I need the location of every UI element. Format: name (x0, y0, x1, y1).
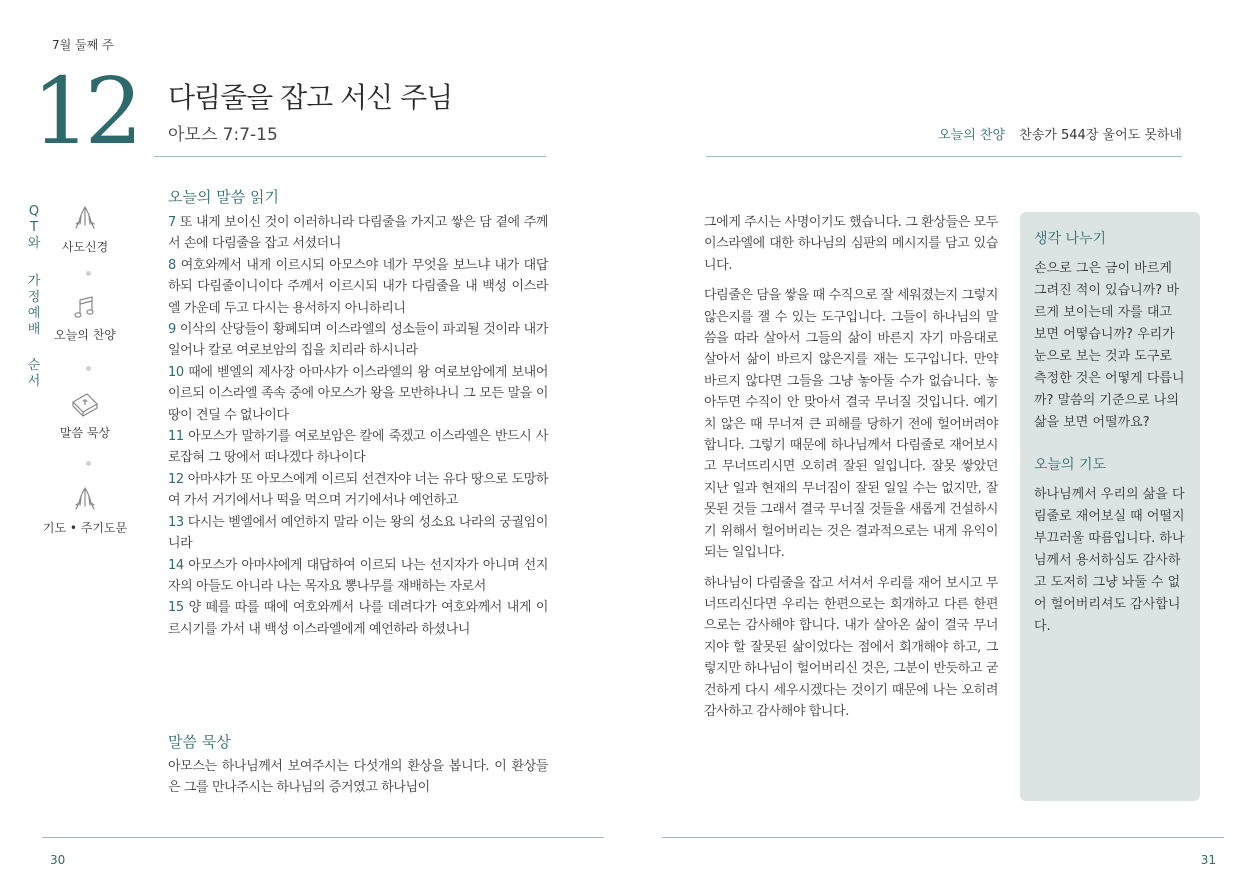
page-title: 다림줄을 잡고 서신 주님 (168, 81, 453, 114)
sidebar-item-meditation (30, 390, 140, 441)
verse-number: 7 (168, 215, 176, 230)
vertical-char: 예 (27, 306, 41, 321)
verse-number: 15 (168, 600, 184, 616)
verse-text: 여호와께서 내게 이르시되 아모스야 네가 무엇을 보느냐 내가 대답하되 다림줄이니이다 주께서 이르시되 내가 다림줄을 내 백성 이스라엘 가운데 두고 다시는 용서하지 아니하리니 (168, 257, 548, 316)
page-number-left: 30 (50, 853, 66, 867)
vertical-char: 배 (27, 322, 41, 337)
praying-hands-icon (70, 204, 100, 234)
verse-text: 양 떼를 따를 때에 여호와께서 나를 데려다가 여호와께서 내게 이르시기를 가서 내 백성 이스라엘에게 예언하라 하셨나니 (168, 600, 549, 637)
verse-number: 9 (168, 322, 176, 338)
meditation-paragraph: 그에게 주시는 사명이기도 했습니다. 그 환상들은 모두 이스라엘에 대한 하나님의 심판의 메시지를 담고 있습니다. (704, 215, 998, 273)
verse-number: 8 (168, 257, 176, 273)
verse-text: 아모스가 말하기를 여로보암은 칼에 죽겠고 이스라엘은 반드시 사로잡혀 그 땅에서 떠나겠다 하나이다 (168, 429, 548, 466)
sidebar-item-label: 기도 • 주기도문 (42, 521, 128, 535)
verse-number: 12 (168, 471, 184, 487)
verse-list (168, 212, 548, 640)
hymn-label: 오늘의 찬양 (938, 128, 1006, 143)
vertical-char: 가 (27, 274, 41, 289)
music-note-icon (72, 294, 98, 322)
verse (168, 597, 548, 640)
footer-divider-left (42, 837, 604, 838)
meditation-heading: 말씀 묵상 (168, 733, 231, 751)
vertical-char: 서 (27, 374, 41, 389)
verse (168, 319, 548, 362)
meditation-paragraph: 다림줄은 담을 쌓을 때 수직으로 잘 세워졌는지 그렇지 않은지를 잴 수 있는 도구입니다. 그들이 하나님의 말씀을 따라 살아서 그들의 삶이 바른지 자기 마음대로 살아서 삶이 바르지 않은지를 재는 도구입니다. 만약 바르지 않다면 그들을 그냥 놓아둘 수가 없습니다. 놓아두면 수직이 안 맞아서 결국 무너질 것입니다. 예기치 않은 때 무너져 큰 피해를 당하기 전에 헐어버려야 합니다. 그렇기 때문에 하나님께서 다림줄로 재어보시고 무너뜨리시면 오히려 잘된 일입니다. 잘못 쌓았던 지난 일과 현재의 무너짐이 잘된 일일 수는 없지만, 잘못된 것들 그래서 결국 무너질 것들을 새롭게 건설하시기 위해서 헐어버리는 것은 결과적으로는 내게 유익이 되는 일입니다. (704, 288, 998, 561)
hymn-value: 찬송가 544장 울어도 못하네 (1019, 128, 1182, 143)
verse (168, 362, 548, 426)
reading-heading: 오늘의 말씀 읽기 (168, 188, 279, 206)
sidebar-item-creed (30, 204, 140, 255)
verse (168, 555, 548, 598)
day-number: 12 (32, 58, 138, 165)
sidebar-item-prayer (30, 485, 140, 536)
verse-text: 이삭의 산당들이 황폐되며 이스라엘의 성소들이 파괴될 것이라 내가 일어나 칼로 여로보암의 집을 치리라 하시니라 (168, 322, 548, 359)
separator-dot (86, 461, 91, 466)
verse-text: 아마샤가 또 아모스에게 이르되 선견자야 너는 유다 땅으로 도망하여 가서 거기에서나 떡을 먹으며 거기에서나 예언하고 (168, 471, 548, 509)
share-text: 손으로 그은 금이 바르게 그려진 적이 있습니까? 바르게 보이는데 자를 대고 보면 어떻습니까? 우리가 눈으로 보는 것과 도구로 측정한 것은 어떻게 다릅니까? 말씀의 기준으로 나의 삶을 보면 어떨까요? (1034, 261, 1185, 430)
vertical-char: Q (28, 204, 40, 219)
bible-icon (69, 390, 101, 420)
sidebar-item-label: 오늘의 찬양 (54, 328, 116, 342)
header-divider-left (154, 156, 546, 157)
separator-dot (86, 271, 91, 276)
verse-number: 14 (168, 557, 184, 573)
vertical-char: 와 (27, 236, 41, 251)
vertical-char: 순 (27, 358, 41, 373)
week-label: 7월 둘째 주 (52, 38, 114, 52)
verse (168, 469, 548, 512)
hymn-line (938, 124, 1182, 143)
sidebar-item-hymn (30, 294, 140, 343)
praying-hands-icon (70, 485, 100, 515)
prayer-heading: 오늘의 기도 (1034, 457, 1107, 473)
vertical-char: T (30, 220, 38, 235)
verse-text: 다시는 벧엘에서 예언하지 말라 이는 왕의 성소요 나라의 궁궐임이니라 (168, 514, 548, 552)
reflection-box (1020, 212, 1200, 801)
vertical-char: 정 (27, 290, 41, 305)
verse-text: 때에 벧엘의 제사장 아마샤가 이스라엘의 왕 여로보암에게 보내어 이르되 이스라엘 족속 중에 아모스가 왕을 모반하나니 그 모든 말을 이 땅이 견딜 수 없나이다 (168, 364, 548, 423)
meditation-paragraph: 하나님이 다림줄을 잡고 서셔서 우리를 재어 보시고 무너뜨리신다면 우리는 한편으로는 회개하고 다른 한편으로는 감사해야 합니다. 내가 살아온 삶이 결국 무너지야 할 잘못된 삶이었다는 점에서 회개해야 하고, 그렇지만 하나님이 헐어버리신 것은, 그분이 반듯하고 굳건하게 다시 세우시겠다는 것이기 때문에 나는 오히려 감사하고 감사해야 합니다. (704, 575, 998, 719)
footer-divider-right (662, 837, 1224, 838)
verse-text: 아모스가 아마샤에게 대답하여 이르되 나는 선지자가 아니며 선지자의 아들도 아니라 나는 목자요 뽕나무를 재배하는 자로서 (168, 557, 548, 594)
page-number-right: 31 (1200, 853, 1216, 867)
meditation-text-right (704, 212, 998, 731)
scripture-reference: 아모스 7:7-15 (168, 125, 278, 145)
verse-text: 또 내게 보이신 것이 이러하니라 다림줄을 가지고 쌓은 담 곁에 주께서 손에 다림줄을 잡고 서셨더니 (168, 215, 549, 252)
sidebar-item-label: 말씀 묵상 (59, 426, 111, 440)
separator-dot (86, 366, 91, 371)
share-heading: 생각 나누기 (1034, 231, 1107, 247)
sidebar-item-label: 사도신경 (61, 240, 109, 254)
verse-number: 10 (168, 364, 184, 380)
verse-number: 13 (168, 514, 184, 530)
prayer-text: 하나님께서 우리의 삶을 다림줄로 재어보실 때 어떨지 부끄러울 따름입니다. 하나님께서 용서하심도 감사하고 도저히 그냥 놔둘 수 없어 헐어버리셔도 감사합니다. (1034, 487, 1185, 634)
meditation-text-left: 아모스는 하나님께서 보여주시는 다섯개의 환상을 봅니다. 이 환상들은 그를 만나주시는 하나님의 증거였고 하나님이 (168, 759, 548, 796)
verse (168, 212, 548, 255)
verse (168, 255, 548, 319)
verse (168, 512, 548, 555)
header-divider-right (706, 156, 1182, 157)
verse-number: 11 (168, 429, 184, 445)
verse (168, 426, 548, 469)
